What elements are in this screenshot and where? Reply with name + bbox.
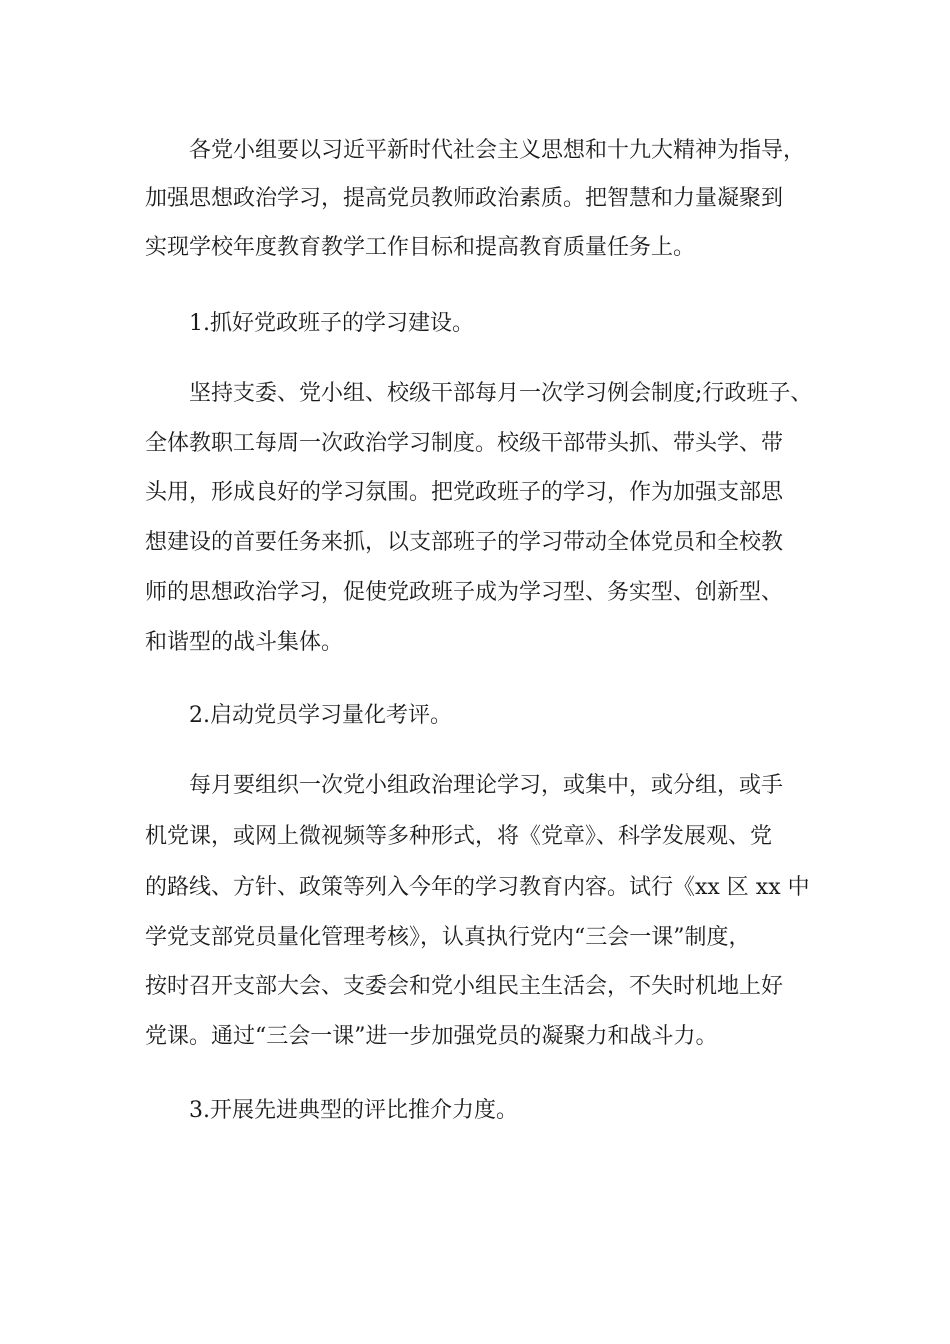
section-heading-3: 3.开展先进典型的评比推介力度。 xyxy=(189,1098,518,1123)
paragraph-2-line-5: 师的思想政治学习，促使党政班子成为学习型、务实型、创新型、 xyxy=(145,580,784,605)
paragraph-1-line-3: 实现学校年度教育教学工作目标和提高教育质量任务上。 xyxy=(145,235,696,260)
paragraph-3-line-2: 机党课，或网上微视频等多种形式，将《党章》、科学发展观、党 xyxy=(145,824,773,849)
paragraph-3-line-4: 学党支部党员量化管理考核》，认真执行党内“三会一课”制度， xyxy=(145,925,751,950)
paragraph-3-line-1: 每月要组织一次党小组政治理论学习，或集中，或分组，或手 xyxy=(189,773,784,798)
paragraph-2-line-3: 头用，形成良好的学习氛围。把党政班子的学习，作为加强支部思 xyxy=(145,480,784,505)
paragraph-3-line-5: 按时召开支部大会、支委会和党小组民主生活会，不失时机地上好 xyxy=(145,974,784,999)
paragraph-1-line-1: 各党小组要以习近平新时代社会主义思想和十九大精神为指导， xyxy=(189,138,806,163)
paragraph-2-line-1: 坚持支委、党小组、校级干部每月一次学习例会制度;行政班子、 xyxy=(189,381,813,406)
paragraph-1-line-2: 加强思想政治学习，提高党员教师政治素质。把智慧和力量凝聚到 xyxy=(145,186,784,211)
paragraph-2-line-4: 想建设的首要任务来抓，以支部班子的学习带动全体党员和全校教 xyxy=(145,530,784,555)
paragraph-2-line-6: 和谐型的战斗集体。 xyxy=(145,630,344,655)
paragraph-3-line-6: 党课。通过“三会一课”进一步加强党员的凝聚力和战斗力。 xyxy=(145,1024,718,1049)
paragraph-3-line-3: 的路线、方针、政策等列入今年的学习教育内容。试行《xx 区 xx 中 xyxy=(145,875,810,900)
paragraph-2-line-2: 全体教职工每周一次政治学习制度。校级干部带头抓、带头学、带 xyxy=(145,431,784,456)
section-heading-1: 1.抓好党政班子的学习建设。 xyxy=(189,311,474,336)
section-heading-2: 2.启动党员学习量化考评。 xyxy=(189,703,452,728)
